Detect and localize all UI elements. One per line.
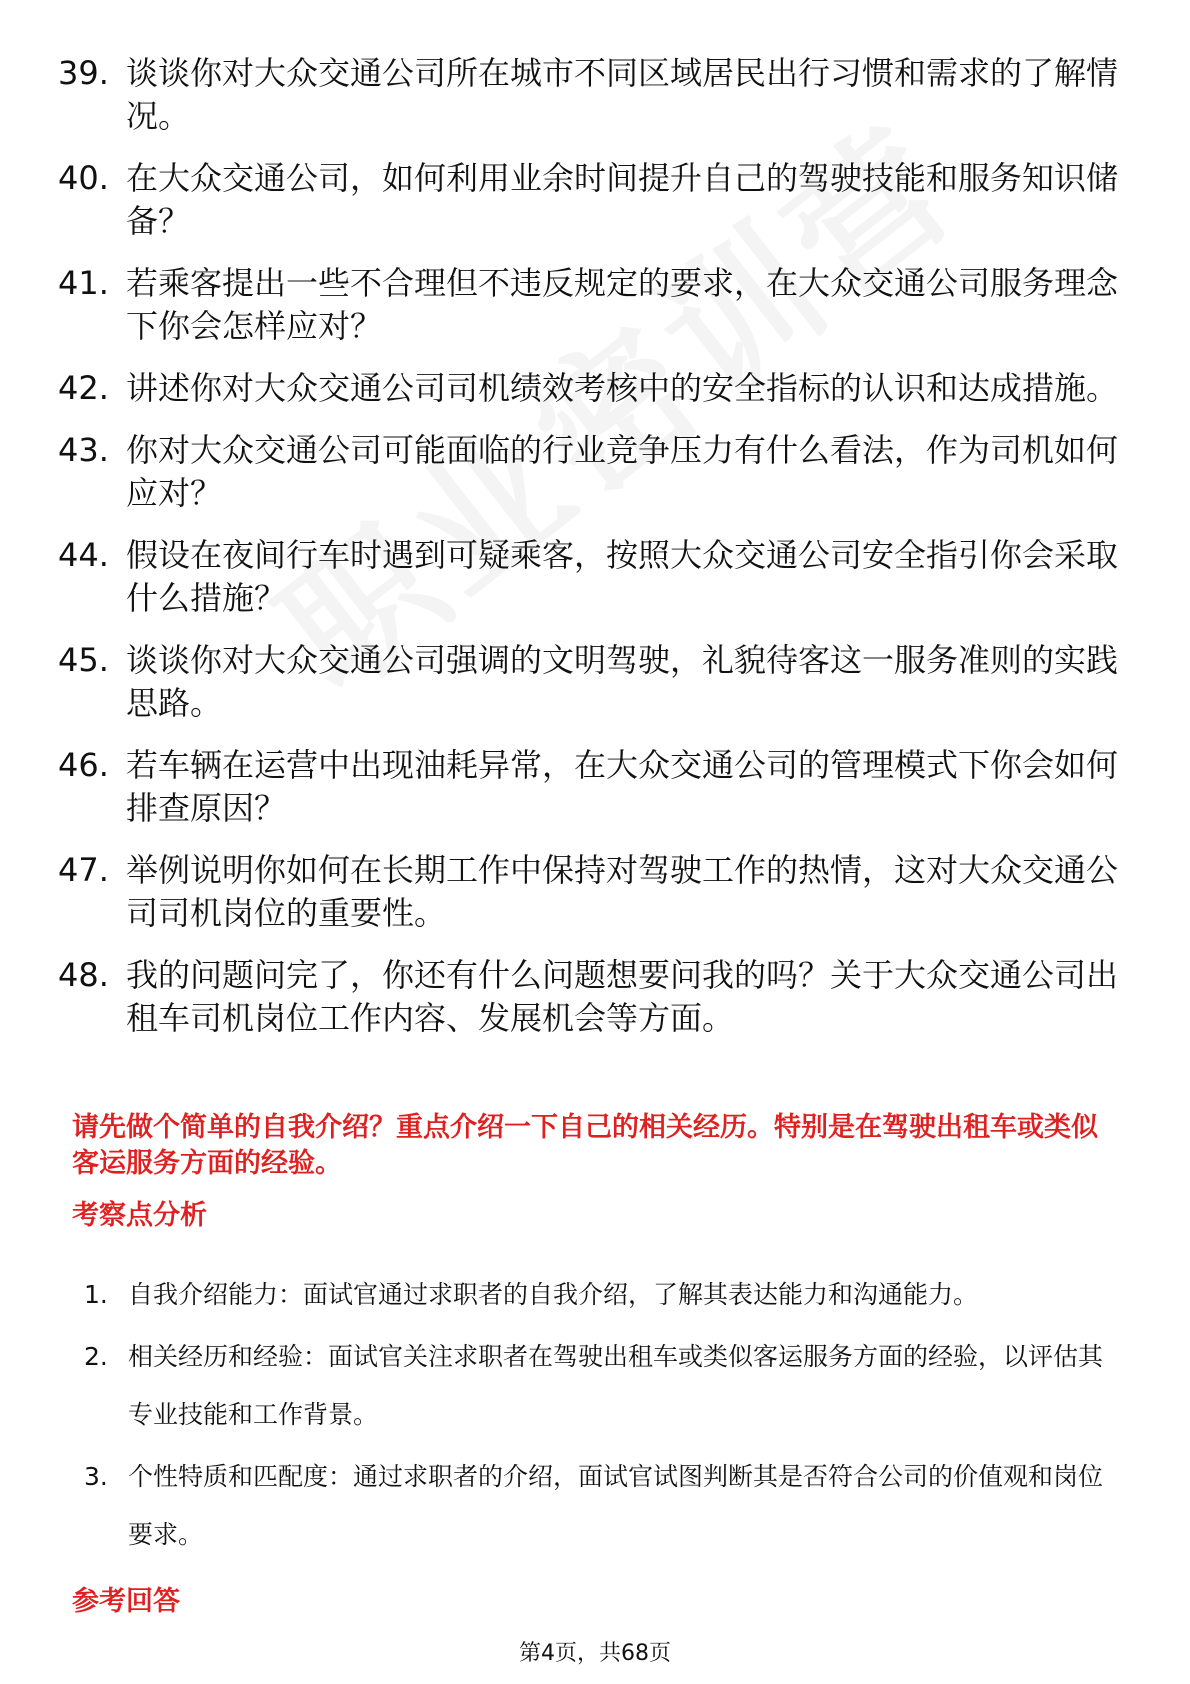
analysis-number: 3.	[84, 1462, 108, 1491]
question-text: 谈谈你对大众交通公司所在城市不同区域居民出行习惯和需求的了解情况。	[126, 54, 1119, 135]
question-item	[58, 429, 1118, 515]
question-text: 若车辆在运营中出现油耗异常，在大众交通公司的管理模式下你会如何排查原因？	[126, 746, 1119, 827]
question-item	[58, 954, 1118, 1040]
question-text: 举例说明你如何在长期工作中保持对驾驶工作的热情，这对大众交通公司司机岗位的重要性。	[126, 851, 1119, 932]
answer-heading: 参考回答	[72, 1586, 180, 1617]
question-number: 46.	[58, 746, 109, 784]
analysis-heading: 考察点分析	[72, 1200, 207, 1231]
analysis-list	[84, 1266, 1114, 1568]
question-item	[58, 744, 1118, 830]
question-text: 谈谈你对大众交通公司强调的文明驾驶，礼貌待客这一服务准则的实践思路。	[126, 641, 1119, 722]
question-number: 43.	[58, 431, 109, 469]
analysis-text: 个性特质和匹配度：通过求职者的介绍，面试官试图判断其是否符合公司的价值观和岗位要求。	[128, 1462, 1104, 1549]
question-item	[58, 157, 1118, 243]
question-text: 我的问题问完了，你还有什么问题想要问我的吗？关于大众交通公司出租车司机岗位工作内容、发展机会等方面。	[126, 956, 1119, 1037]
analysis-item	[84, 1328, 1114, 1444]
question-text: 你对大众交通公司可能面临的行业竞争压力有什么看法，作为司机如何应对？	[126, 431, 1119, 512]
question-number: 41.	[58, 264, 109, 302]
question-number: 39.	[58, 54, 109, 92]
analysis-item	[84, 1266, 1114, 1324]
analysis-number: 1.	[84, 1280, 108, 1309]
analysis-text: 相关经历和经验：面试官关注求职者在驾驶出租车或类似客运服务方面的经验，以评估其专业技能和工作背景。	[128, 1342, 1104, 1429]
analysis-item	[84, 1448, 1114, 1564]
question-text: 讲述你对大众交通公司司机绩效考核中的安全指标的认识和达成措施。	[126, 369, 1119, 407]
question-number: 40.	[58, 159, 109, 197]
question-item	[58, 262, 1118, 348]
question-item	[58, 534, 1118, 620]
question-text: 在大众交通公司，如何利用业余时间提升自己的驾驶技能和服务知识储备？	[126, 159, 1119, 240]
question-item	[58, 849, 1118, 935]
question-number: 42.	[58, 369, 109, 407]
question-number: 44.	[58, 536, 109, 574]
question-list	[58, 52, 1118, 1059]
question-item	[58, 367, 1118, 410]
question-number: 47.	[58, 851, 109, 889]
question-item	[58, 52, 1118, 138]
question-item	[58, 639, 1118, 725]
question-text: 若乘客提出一些不合理但不违反规定的要求，在大众交通公司服务理念下你会怎样应对？	[126, 264, 1119, 345]
question-number: 45.	[58, 641, 109, 679]
analysis-text: 自我介绍能力：面试官通过求职者的自我介绍，了解其表达能力和沟通能力。	[128, 1280, 979, 1309]
page-footer: 第4页，共68页	[519, 1641, 671, 1666]
question-text: 假设在夜间行车时遇到可疑乘客，按照大众交通公司安全指引你会采取什么措施？	[126, 536, 1119, 617]
featured-question-heading: 请先做个简单的自我介绍？重点介绍一下自己的相关经历。特别是在驾驶出租车或类似客运服务方面的经验。	[72, 1112, 1098, 1179]
question-number: 48.	[58, 956, 109, 994]
analysis-number: 2.	[84, 1342, 108, 1371]
